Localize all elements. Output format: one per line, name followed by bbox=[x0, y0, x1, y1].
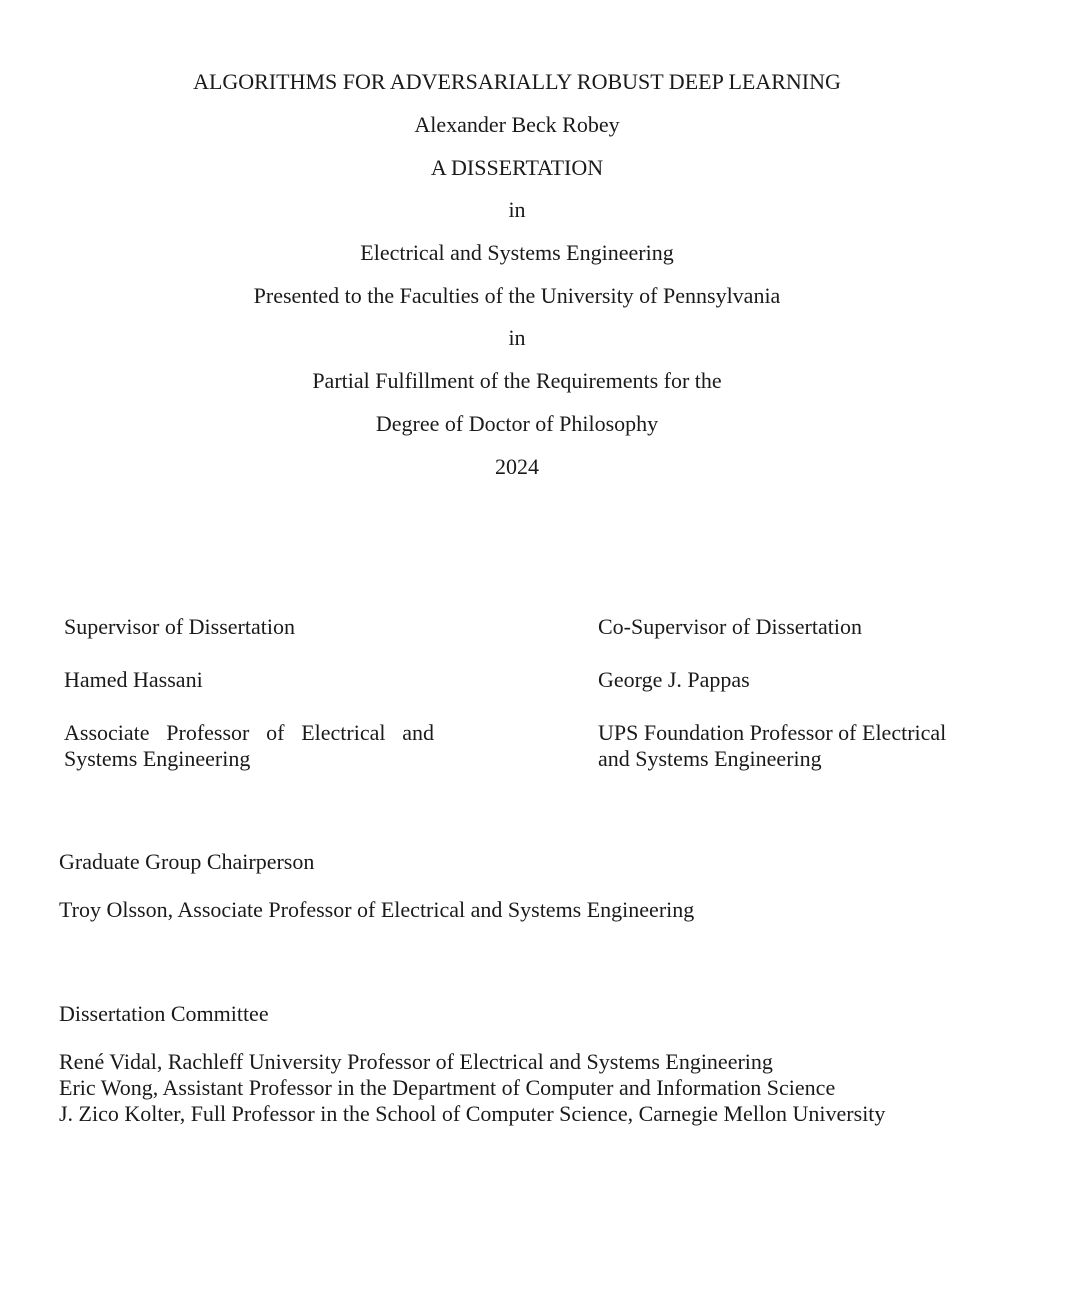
program-name: Electrical and Systems Engineering bbox=[360, 240, 674, 265]
graduate-group-chair: Troy Olsson, Associate Professor of Electrical and Systems Engineering bbox=[59, 897, 695, 922]
co-supervisor-heading: Co-Supervisor of Dissertation bbox=[598, 614, 862, 639]
document-type: A DISSERTATION bbox=[430, 155, 604, 180]
supervisor-title: Associate Professor of Electrical and Systems Engineering bbox=[64, 720, 434, 771]
committee-member: René Vidal, Rachleff University Professor of Electrical and Systems Engineering bbox=[59, 1049, 773, 1074]
co-supervisor-title: UPS Foundation Professor of Electrical and Systems Engineering bbox=[598, 720, 947, 771]
co-supervisor-name: George J. Pappas bbox=[598, 667, 750, 692]
committee-heading: Dissertation Committee bbox=[59, 1001, 269, 1026]
supervisor-heading: Supervisor of Dissertation bbox=[64, 614, 295, 639]
committee-member: J. Zico Kolter, Full Professor in the School of Computer Science, Carnegie Mellon University bbox=[59, 1101, 886, 1126]
presented-line: Presented to the Faculties of the University of Pennsylvania bbox=[253, 283, 781, 308]
in-text-1: in bbox=[508, 197, 526, 222]
co-supervisor-block bbox=[598, 614, 968, 784]
fulfillment-line: Partial Fulfillment of the Requirements for the bbox=[312, 368, 722, 393]
supervisor-name: Hamed Hassani bbox=[64, 667, 203, 692]
supervisor-block bbox=[64, 614, 434, 784]
in-text-2: in bbox=[508, 325, 526, 350]
degree-line: Degree of Doctor of Philosophy bbox=[375, 411, 659, 436]
author-name: Alexander Beck Robey bbox=[414, 112, 620, 137]
dissertation-title: ALGORITHMS FOR ADVERSARIALLY ROBUST DEEP LEARNING bbox=[193, 69, 841, 94]
committee-member: Eric Wong, Assistant Professor in the Department of Computer and Information Science bbox=[59, 1075, 836, 1100]
graduate-group-heading: Graduate Group Chairperson bbox=[59, 849, 315, 874]
year: 2024 bbox=[495, 454, 539, 479]
